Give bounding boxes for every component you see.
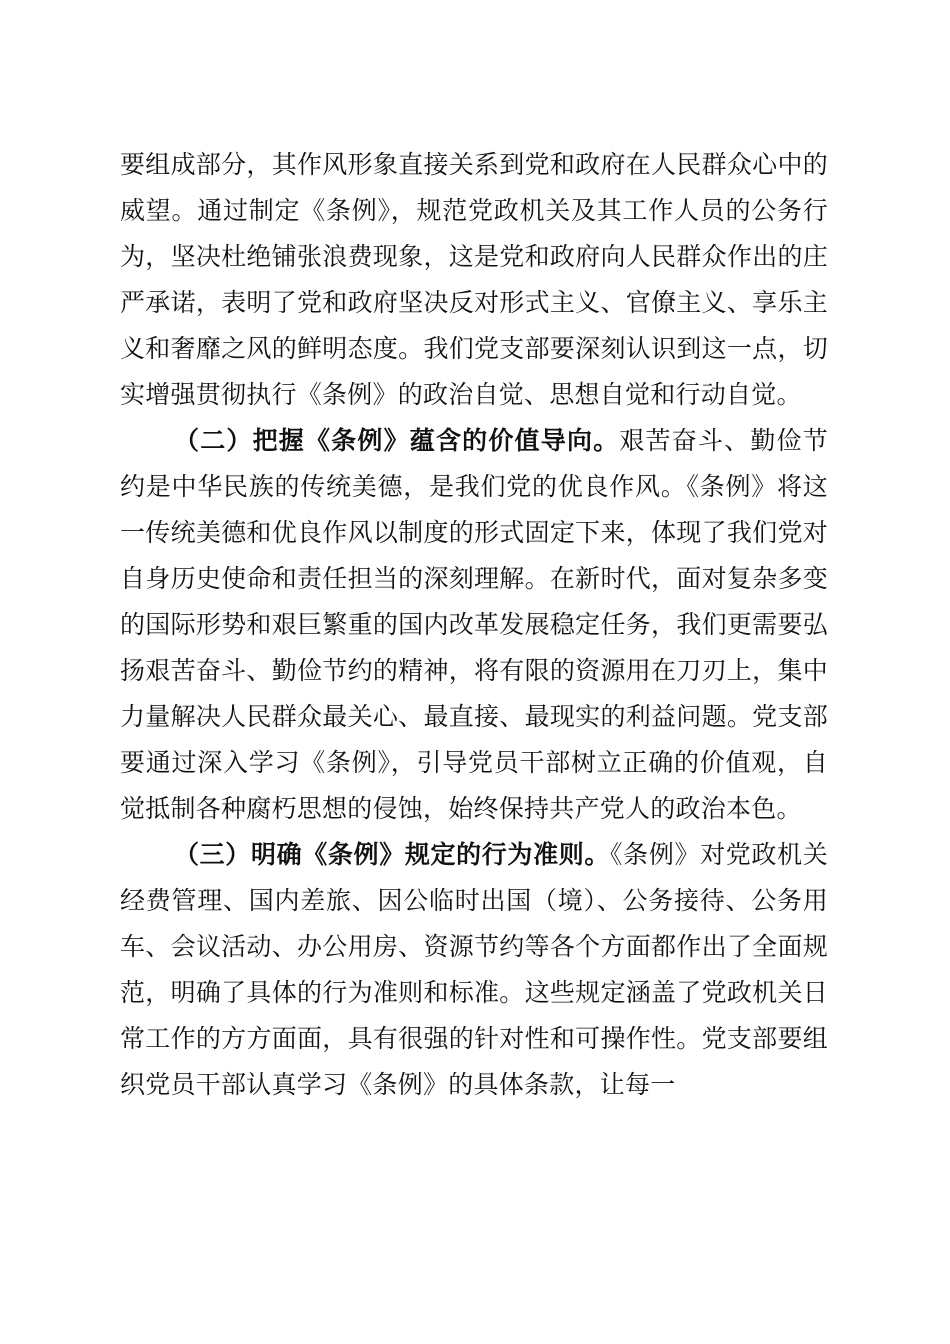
paragraph-continuation (120, 142, 828, 418)
paragraph-value-orientation (120, 418, 828, 832)
paragraph-code-of-conduct (120, 832, 828, 1108)
paragraph-body: 要组成部分，其作风形象直接关系到党和政府在人民群众心中的威望。通过制定《条例》，规范党政机关及其工作人员的公务行为，坚决杜绝铺张浪费现象，这是党和政府向人民群众作出的庄严承诺，表明了党和政府坚决反对形式主义、官僚主义、享乐主义和奢靡之风的鲜明态度。我们党支部要深刻认识到这一点，切实增强贯彻执行《条例》的政治自觉、思想自觉和行动自觉。 (120, 150, 828, 409)
document-body (120, 142, 828, 1108)
paragraph-body: 艰苦奋斗、勤俭节约是中华民族的传统美德，是我们党的优良作风。《条例》将这一传统美德和优良作风以制度的形式固定下来，体现了我们党对自身历史使命和责任担当的深刻理解。在新时代，面对复杂多变的国际形势和艰巨繁重的国内改革发展稳定任务，我们更需要弘扬艰苦奋斗、勤俭节约的精神，将有限的资源用在刀刃上，集中力量解决人民群众最关心、最直接、最现实的利益问题。党支部要通过深入学习《条例》，引导党员干部树立正确的价值观，自觉抵制各种腐朽思想的侵蚀，始终保持共产党人的政治本色。 (120, 426, 828, 823)
paragraph-heading: （三）明确《条例》规定的行为准则。 (174, 840, 611, 869)
paragraph-body: 《条例》对党政机关经费管理、国内差旅、因公临时出国（境）、公务接待、公务用车、会议活动、办公用房、资源节约等各个方面都作出了全面规范，明确了具体的行为准则和标准。这些规定涵盖了党政机关日常工作的方方面面，具有很强的针对性和可操作性。党支部要组织党员干部认真学习《条例》的具体条款，让每一 (120, 840, 828, 1099)
paragraph-heading: （二）把握《条例》蕴含的价值导向。 (174, 426, 620, 455)
